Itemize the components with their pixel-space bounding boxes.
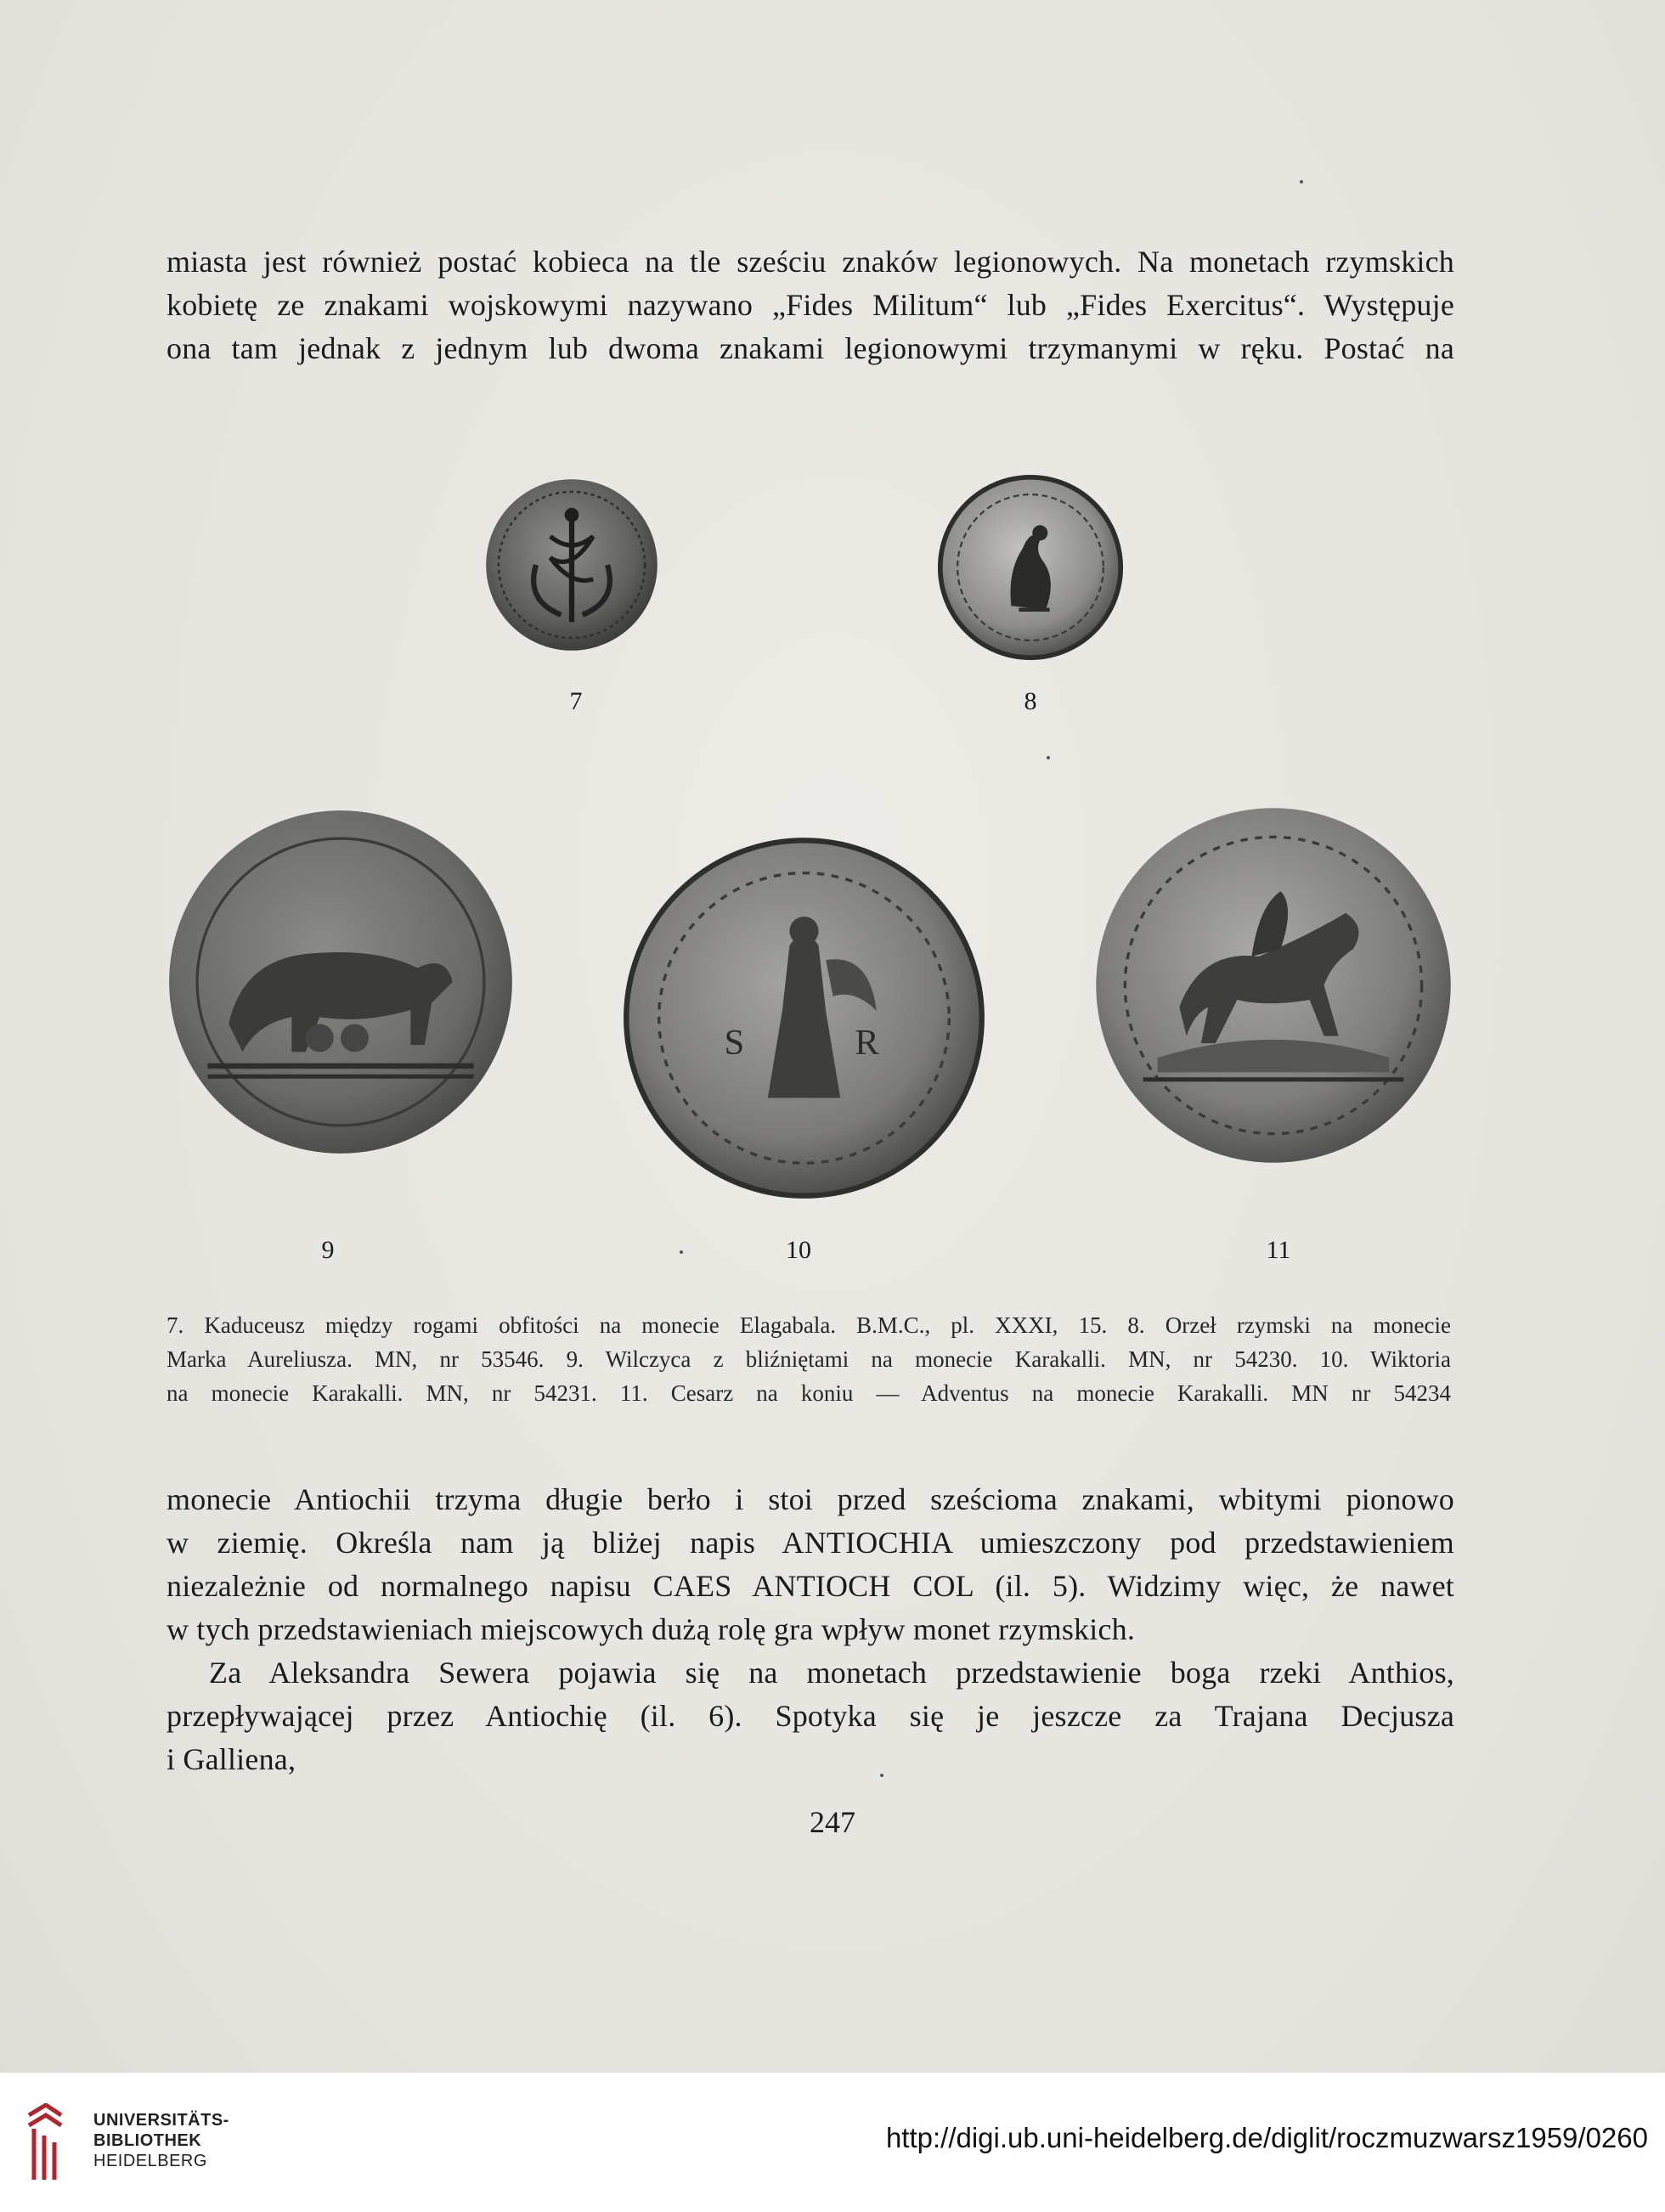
scan-speck: [880, 1774, 883, 1777]
eagle-coin-illustration: [934, 471, 1126, 663]
text-line: monecie Antiochii trzyma długie berło i stoi przed sześcioma znakami, wbitymi pionowo: [166, 1482, 1454, 1516]
text-line: miasta jest również postać kobieca na tle sześciu znaków legionowych. Na monetach rzymskich: [166, 245, 1454, 279]
source-url-link[interactable]: http://digi.ub.uni-heidelberg.de/diglit/roczmuzwarsz1959/0260: [885, 2122, 1648, 2153]
library-name-line: UNIVERSITÄTS-: [93, 2111, 229, 2130]
scan-speck: [1300, 180, 1303, 183]
coin-11-image: [1092, 804, 1454, 1166]
library-logo-icon[interactable]: [24, 2103, 66, 2183]
text-line: kobietę ze znakami wojskowymi nazywano „Fides Militum“ lub „Fides Exercitus“. Występuje: [166, 288, 1454, 322]
figure-number-11: 11: [1266, 1236, 1291, 1264]
library-name: [93, 2110, 229, 2171]
text-line: w tych przedstawieniach miejscowych dużą rolę gra wpływ monet rzymskich.: [166, 1612, 1136, 1646]
coin-10-image: [623, 837, 985, 1199]
coin-9-image: [166, 807, 516, 1157]
adventus-coin-illustration: [1092, 804, 1454, 1166]
text-line: niezależnie od normalnego napisu CAES ANTIOCH COL (il. 5). Widzimy więc, że nawet: [166, 1569, 1454, 1603]
svg-text:S: S: [724, 1023, 745, 1064]
figure-number-7: 7: [569, 687, 583, 715]
text-line: ona tam jednak z jednym lub dwoma znakami legionowymi trzymanymi w ręku. Postać na: [166, 331, 1454, 365]
footer-bar: [0, 2073, 1665, 2212]
figure-number-9: 9: [321, 1236, 335, 1264]
scan-speck: [680, 1250, 683, 1254]
caption-line: 7. Kaduceusz między rogami obfitości na monecie Elagabala. B.M.C., pl. XXXI, 15. 8. Orzeł rzymski na monecie: [166, 1312, 1451, 1338]
caption-line: Marka Aureliusza. MN, nr 53546. 9. Wilczyca z bliźniętami na monecie Karakalli. MN, nr 54230. 10. Wiktoria: [166, 1346, 1451, 1372]
she-wolf-coin-illustration: [166, 807, 516, 1157]
caduceus-coin-illustration: [483, 476, 661, 654]
figure-number-8: 8: [1024, 687, 1037, 715]
text-line: Za Aleksandra Sewera pojawia się na monetach przedstawienie boga rzeki Anthios,: [209, 1656, 1454, 1690]
scan-speck: [1047, 756, 1050, 759]
figure-caption: [166, 1308, 1451, 1410]
coin-8-image: [934, 471, 1126, 663]
paragraph-middle: [166, 1478, 1454, 1651]
victory-coin-illustration: [623, 837, 985, 1199]
caption-line: na monecie Karakalli. MN, nr 54231. 11. Cesarz na koniu — Adventus na monecie Karakalli. MN nr 54234: [166, 1380, 1451, 1406]
text-line: i Galliena,: [166, 1742, 296, 1776]
library-name-line: HEIDELBERG: [93, 2152, 207, 2170]
figure-number-10: 10: [786, 1236, 811, 1264]
page-number: 247: [810, 1805, 855, 1839]
text-line: w ziemię. Określa nam ją bliżej napis ANTIOCHIA umieszczony pod przedstawieniem: [166, 1526, 1454, 1560]
text-line: przepływającej przez Antiochię (il. 6). Spotyka się je jeszcze za Trajana Decjusza: [166, 1699, 1454, 1733]
svg-text:R: R: [855, 1023, 879, 1064]
paragraph-top: [166, 240, 1454, 370]
coin-7-image: [483, 476, 661, 654]
paragraph-bottom: [166, 1651, 1454, 1781]
library-name-line: BIBLIOTHEK: [93, 2131, 202, 2150]
